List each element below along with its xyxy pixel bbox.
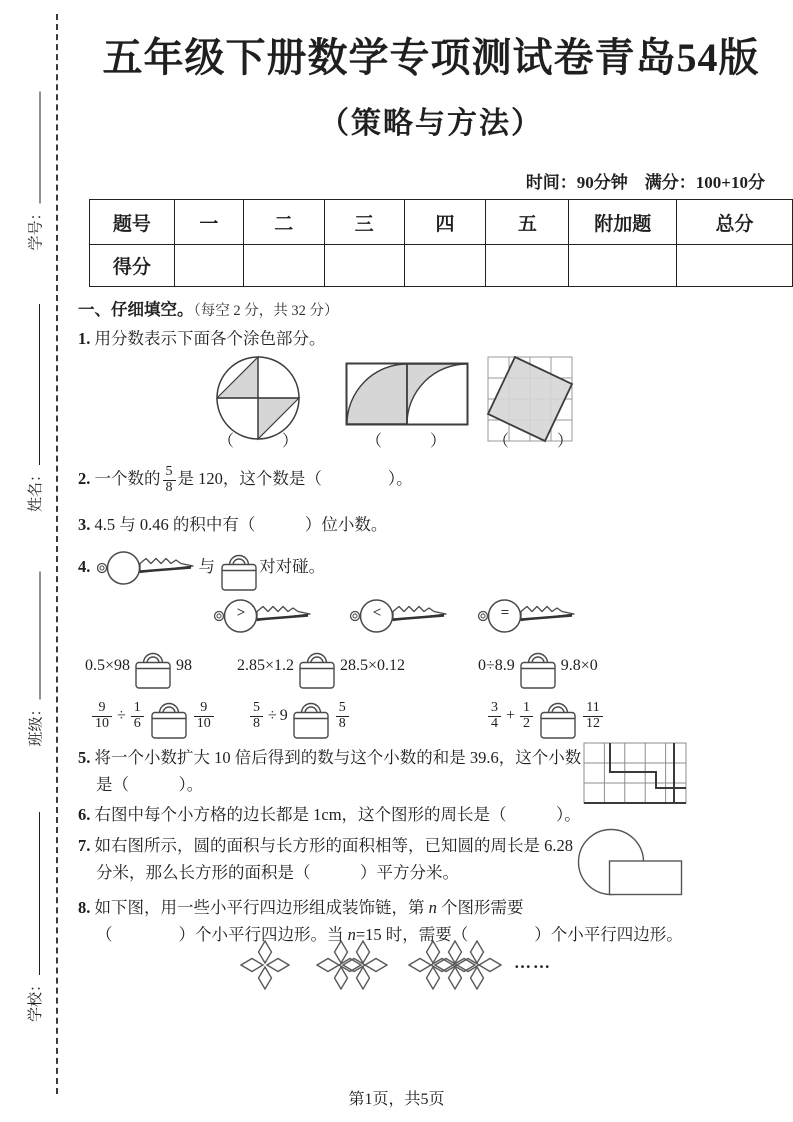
circle-rectangle-figure bbox=[576, 827, 686, 897]
class-fill-line bbox=[26, 571, 41, 699]
key-greater-than bbox=[212, 594, 316, 638]
lock-2-right-expression: 28.5×0.12 bbox=[340, 657, 406, 674]
lock-match-3 bbox=[478, 642, 598, 690]
question-1-text: 用分数表示下面各个涂色部分。 bbox=[94, 329, 326, 348]
page-title: 五年级下册数学专项测试卷青岛54版 bbox=[102, 35, 760, 80]
fraction-5-8-result bbox=[336, 701, 349, 731]
key-icon bbox=[95, 546, 199, 590]
score-cell bbox=[174, 245, 243, 287]
question-1-number: 1. bbox=[78, 329, 91, 348]
score-table-header-row bbox=[90, 200, 793, 245]
den: 10 bbox=[194, 716, 214, 732]
key-less-than bbox=[348, 594, 452, 638]
header-cell-tihao: 题号 bbox=[90, 200, 175, 245]
question-7-line2: 分米，那么长方形的面积是（ ）平方分米。 bbox=[96, 863, 459, 882]
question-5-line1: 将一个小数扩大 10 倍后得到的数与这个小数的和是 39.6，这个小数 bbox=[94, 748, 582, 767]
margin-dashed-divider bbox=[56, 14, 58, 1094]
lock-icon bbox=[219, 544, 259, 592]
lock-icon bbox=[518, 642, 558, 690]
section-1-heading bbox=[78, 296, 339, 320]
den: 8 bbox=[336, 716, 349, 732]
sidebar-field-school bbox=[24, 798, 48, 1022]
header-cell-1: 一 bbox=[174, 200, 243, 245]
question-7 bbox=[78, 832, 583, 886]
fraction-5-8 bbox=[163, 465, 176, 495]
lock-icon bbox=[291, 692, 331, 740]
den: 4 bbox=[488, 716, 501, 732]
school-fill-line bbox=[25, 812, 40, 975]
lock-1-left-expression: 0.5×98 bbox=[85, 657, 131, 674]
question-4-text-mid: 与 bbox=[198, 556, 215, 576]
num: 9 bbox=[98, 699, 106, 715]
question-3-text: 4.5 与 0.46 的积中有（ ）位小数。 bbox=[94, 515, 388, 534]
fraction-figure-rectangle bbox=[345, 362, 469, 426]
section-1-title: 一、仔细填空。 bbox=[78, 301, 194, 319]
equal-area-figure bbox=[576, 827, 686, 897]
variable-n: n bbox=[347, 925, 356, 944]
header-cell-2: 二 bbox=[243, 200, 324, 245]
score-table-score-row bbox=[90, 245, 793, 287]
chain-figure-1 bbox=[240, 940, 290, 990]
num: 1 bbox=[133, 699, 141, 715]
section-1-points-note: （每空 2 分，共 32 分） bbox=[193, 303, 339, 319]
lock-match-5 bbox=[248, 692, 351, 740]
fraction-1-2 bbox=[520, 701, 533, 731]
sidebar-field-name bbox=[24, 290, 48, 512]
lock-match-1 bbox=[85, 642, 192, 690]
perimeter-grid-figure bbox=[583, 742, 688, 805]
score-cell bbox=[677, 245, 793, 287]
question-2-text-pre: 一个数的 bbox=[94, 469, 161, 488]
lock-icon bbox=[149, 692, 189, 740]
fraction-5-8 bbox=[250, 701, 263, 731]
lock-match-4 bbox=[90, 692, 216, 740]
rectangle-arcs-figure bbox=[345, 362, 469, 426]
num: 3 bbox=[491, 699, 498, 715]
question-5 bbox=[78, 744, 583, 798]
question-3-number: 3. bbox=[78, 515, 91, 534]
key-symbol-equals: = bbox=[500, 605, 510, 621]
sidebar-field-student-number bbox=[25, 78, 49, 251]
score-cell bbox=[404, 245, 486, 287]
key-equals bbox=[476, 594, 580, 638]
key-symbol-less: < bbox=[372, 605, 382, 621]
question-3 bbox=[78, 511, 778, 538]
staircase-grid-figure bbox=[583, 742, 688, 805]
student-number-fill-line bbox=[26, 91, 41, 203]
lock-1-right-expression: 98 bbox=[176, 657, 193, 674]
den: 12 bbox=[583, 716, 603, 732]
question-5-line2: 是（ ）。 bbox=[96, 775, 204, 794]
lock-3-left-expression: 0÷8.9 bbox=[478, 657, 515, 674]
header-cell-4: 四 bbox=[404, 200, 486, 245]
question-5-number: 5. bbox=[78, 748, 91, 767]
lock-match-6 bbox=[486, 692, 605, 740]
operator: ÷ bbox=[117, 707, 126, 724]
question-8-text-1: 如下图，用一些小平行四边形组成装饰链，第 bbox=[94, 898, 429, 917]
chain-ellipsis: …… bbox=[514, 953, 552, 972]
score-table bbox=[89, 199, 793, 287]
score-cell bbox=[243, 245, 324, 287]
lock-icon bbox=[538, 692, 578, 740]
score-cell bbox=[486, 245, 569, 287]
question-2-number: 2. bbox=[78, 469, 91, 488]
lock-icon bbox=[297, 642, 337, 690]
question-6-text: 右图中每个小方格的边长都是 1cm，这个图形的周长是（ ）。 bbox=[94, 805, 581, 824]
time-score-info: 时间：90分钟 满分：100+10分 bbox=[525, 173, 765, 192]
fraction-3-4 bbox=[488, 701, 501, 731]
operator: + bbox=[506, 707, 516, 724]
den: 6 bbox=[131, 716, 144, 732]
variable-n: n bbox=[428, 898, 437, 917]
fraction-9-10-result bbox=[194, 701, 214, 731]
fraction-1-6 bbox=[131, 701, 144, 731]
question-7-line1: 如右图所示，圆的面积与长方形的面积相等，已知圆的周长是 6.28 bbox=[94, 836, 573, 855]
lock-2-left-expression: 2.85×1.2 bbox=[237, 657, 295, 674]
den: 10 bbox=[92, 716, 112, 732]
chain-figure-2 bbox=[316, 940, 388, 990]
question-2 bbox=[78, 465, 778, 495]
header-cell-bonus: 附加题 bbox=[569, 200, 677, 245]
class-label: 班级： bbox=[28, 701, 45, 747]
header-cell-5: 五 bbox=[486, 200, 569, 245]
key-symbol-greater: > bbox=[236, 605, 246, 621]
question-6-number: 6. bbox=[78, 805, 91, 824]
question-8-text-3: （ ）个小平行四边形。当 bbox=[96, 925, 348, 944]
question-7-number: 7. bbox=[78, 836, 91, 855]
answer-blank-figure-3: （ ） bbox=[492, 433, 573, 450]
fraction-11-12-result bbox=[583, 701, 603, 731]
page-subtitle: （策略与方法） bbox=[319, 107, 543, 140]
question-4 bbox=[78, 544, 778, 592]
num: 9 bbox=[200, 699, 208, 715]
page-number-footer: 第1页，共5页 bbox=[348, 1091, 445, 1108]
num: 1 bbox=[523, 699, 531, 715]
name-fill-line bbox=[25, 304, 40, 465]
den: 8 bbox=[250, 716, 263, 732]
den: 2 bbox=[520, 716, 533, 732]
fraction-denominator: 8 bbox=[163, 480, 176, 496]
lock-icon bbox=[133, 642, 173, 690]
lock-match-2 bbox=[237, 642, 405, 690]
student-number-label: 学号： bbox=[28, 205, 45, 251]
score-cell bbox=[569, 245, 677, 287]
question-6 bbox=[78, 801, 583, 828]
question-2-text-post: 是 120，这个数是（ ）。 bbox=[177, 469, 413, 488]
score-cell bbox=[324, 245, 404, 287]
school-label: 学校： bbox=[28, 976, 44, 1022]
sidebar-field-class bbox=[25, 558, 49, 747]
name-label: 姓名： bbox=[28, 466, 44, 512]
answer-blank-figure-1: （ ） bbox=[217, 433, 298, 450]
header-cell-total: 总分 bbox=[677, 200, 793, 245]
num: 5 bbox=[253, 699, 260, 715]
question-4-text-post: 对对碰。 bbox=[259, 556, 326, 576]
header-cell-3: 三 bbox=[324, 200, 404, 245]
fraction-9-10 bbox=[92, 701, 112, 731]
question-8-text-2: 个图形需要 bbox=[436, 898, 524, 917]
answer-blank-figure-2: （ ） bbox=[365, 433, 446, 450]
question-4-number: 4. bbox=[78, 556, 91, 576]
num: 11 bbox=[586, 699, 600, 715]
question-8-number: 8. bbox=[78, 898, 91, 917]
integer-operand: 9 bbox=[279, 707, 288, 724]
question-1 bbox=[78, 325, 778, 352]
fraction-numerator: 5 bbox=[165, 464, 173, 480]
num: 5 bbox=[338, 699, 346, 715]
chain-figure-3 bbox=[408, 940, 502, 990]
question-8-text-4: =15 时，需要（ ）个小平行四边形。 bbox=[355, 925, 683, 944]
lock-3-right-expression: 9.8×0 bbox=[560, 657, 598, 674]
score-row-label: 得分 bbox=[90, 245, 175, 287]
operator: ÷ bbox=[268, 707, 277, 724]
